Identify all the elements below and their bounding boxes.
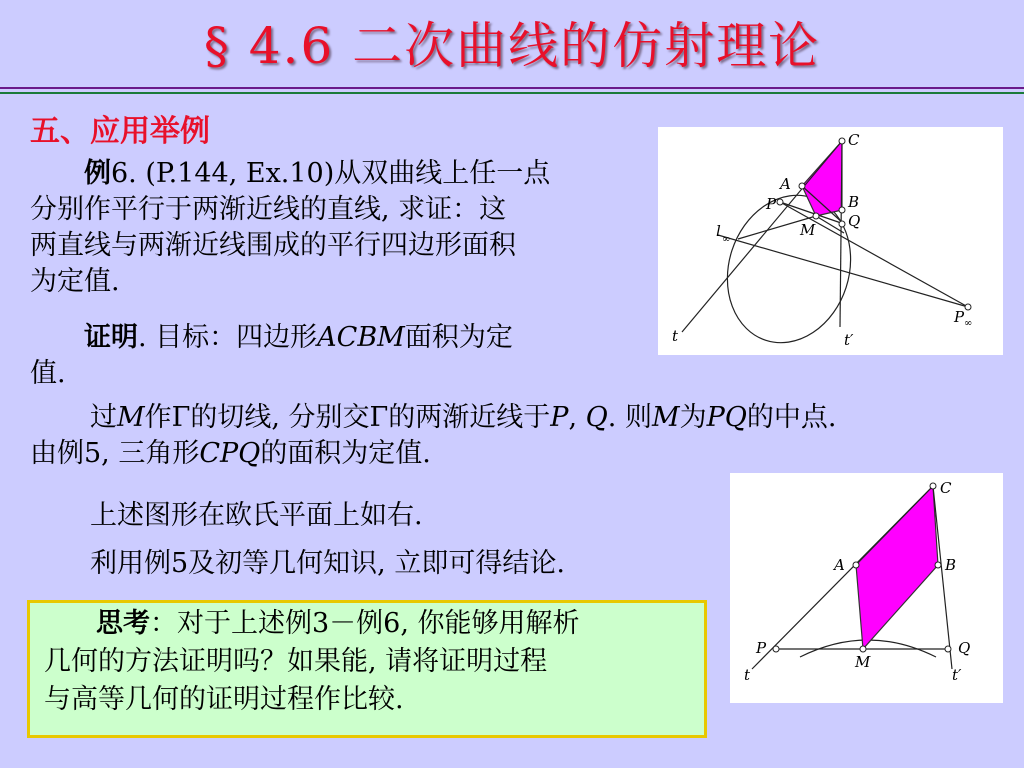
think-label: 思考 — [96, 608, 150, 639]
point-Q — [945, 646, 951, 652]
page-title: § 4.6 二次曲线的仿射理论 — [203, 17, 821, 75]
think-line-3: 与高等几何的证明过程作比较. — [44, 684, 404, 715]
point-B — [935, 562, 941, 568]
point-A — [799, 183, 805, 189]
title-divider-bottom — [0, 92, 1024, 94]
think-box: 思考：对于上述例3－例6, 你能够用解析 几何的方法证明吗？如果能, 请将证明过程 与高等几何的证明过程作比较. — [27, 600, 707, 738]
label-P: P — [756, 639, 767, 657]
label-l: l — [716, 222, 721, 240]
example-line-1: 6. (P.144, Ex.10)从双曲线上任一点 — [111, 158, 551, 189]
label-P-inf: P — [954, 308, 965, 326]
label-M: M — [855, 653, 871, 671]
point-C — [839, 138, 845, 144]
proof-goal-line-2: 值. — [30, 358, 66, 389]
quad-name: ACBM — [317, 322, 405, 353]
label-A: A — [780, 175, 791, 193]
figure-projective — [658, 127, 1003, 355]
point-P — [777, 199, 783, 205]
point-C — [930, 483, 936, 489]
label-t-prime: t′ — [844, 331, 854, 349]
example-line-2: 分别作平行于两渐近线的直线, 求证：这 — [30, 194, 507, 225]
parallelogram-fill — [856, 486, 938, 649]
point-A — [853, 562, 859, 568]
figure-euclidean-svg — [730, 473, 1003, 703]
label-t-prime: t′ — [952, 666, 962, 684]
proof-label: 证明 — [84, 322, 138, 353]
point-M — [860, 646, 866, 652]
label-A: A — [834, 556, 845, 574]
label-C: C — [848, 131, 860, 149]
example-statement — [30, 156, 650, 300]
label-B: B — [945, 556, 957, 574]
point-B — [839, 207, 845, 213]
point-M — [813, 213, 819, 219]
title-divider-top — [0, 87, 1024, 89]
label-B: B — [848, 193, 860, 211]
think-line-2: 几何的方法证明吗？如果能, 请将证明过程 — [44, 646, 548, 677]
proof-goal: 证明. 目标：四边形ACBM面积为定 值. — [30, 320, 650, 392]
conclusion-note: 利用例5及初等几何知识, 立即可得结论. — [90, 548, 565, 579]
label-C: C — [940, 479, 952, 497]
label-Q: Q — [958, 639, 971, 657]
asymptote-t — [682, 141, 842, 332]
figure-euclidean — [730, 473, 1003, 703]
example-line-3: 两直线与两渐近线围成的平行四边形面积 — [30, 230, 516, 261]
label-P-inf-sub: ∞ — [964, 318, 973, 329]
section-heading: 五、应用举例 — [30, 114, 210, 149]
example-line-4: 为定值. — [30, 266, 120, 297]
label-t: t — [744, 666, 751, 684]
point-P-infinity — [965, 304, 971, 310]
asymptote-t-prime — [933, 486, 952, 669]
point-Q — [839, 221, 845, 227]
label-Q: Q — [848, 212, 861, 230]
label-t: t — [672, 327, 679, 345]
example-label: 例 — [84, 158, 111, 189]
label-l-sub: ∞ — [722, 234, 731, 245]
label-M: M — [800, 221, 816, 239]
point-P — [773, 646, 779, 652]
proof-body: 过M作Γ的切线, 分别交Γ的两渐近线于P, Q. 则M为PQ的中点. 由例5, 三角形CPQ的面积为定值. — [30, 402, 837, 469]
label-P: P — [766, 195, 777, 213]
euclid-note: 上述图形在欧氏平面上如右. — [90, 500, 423, 531]
figure-projective-svg — [658, 127, 1003, 355]
